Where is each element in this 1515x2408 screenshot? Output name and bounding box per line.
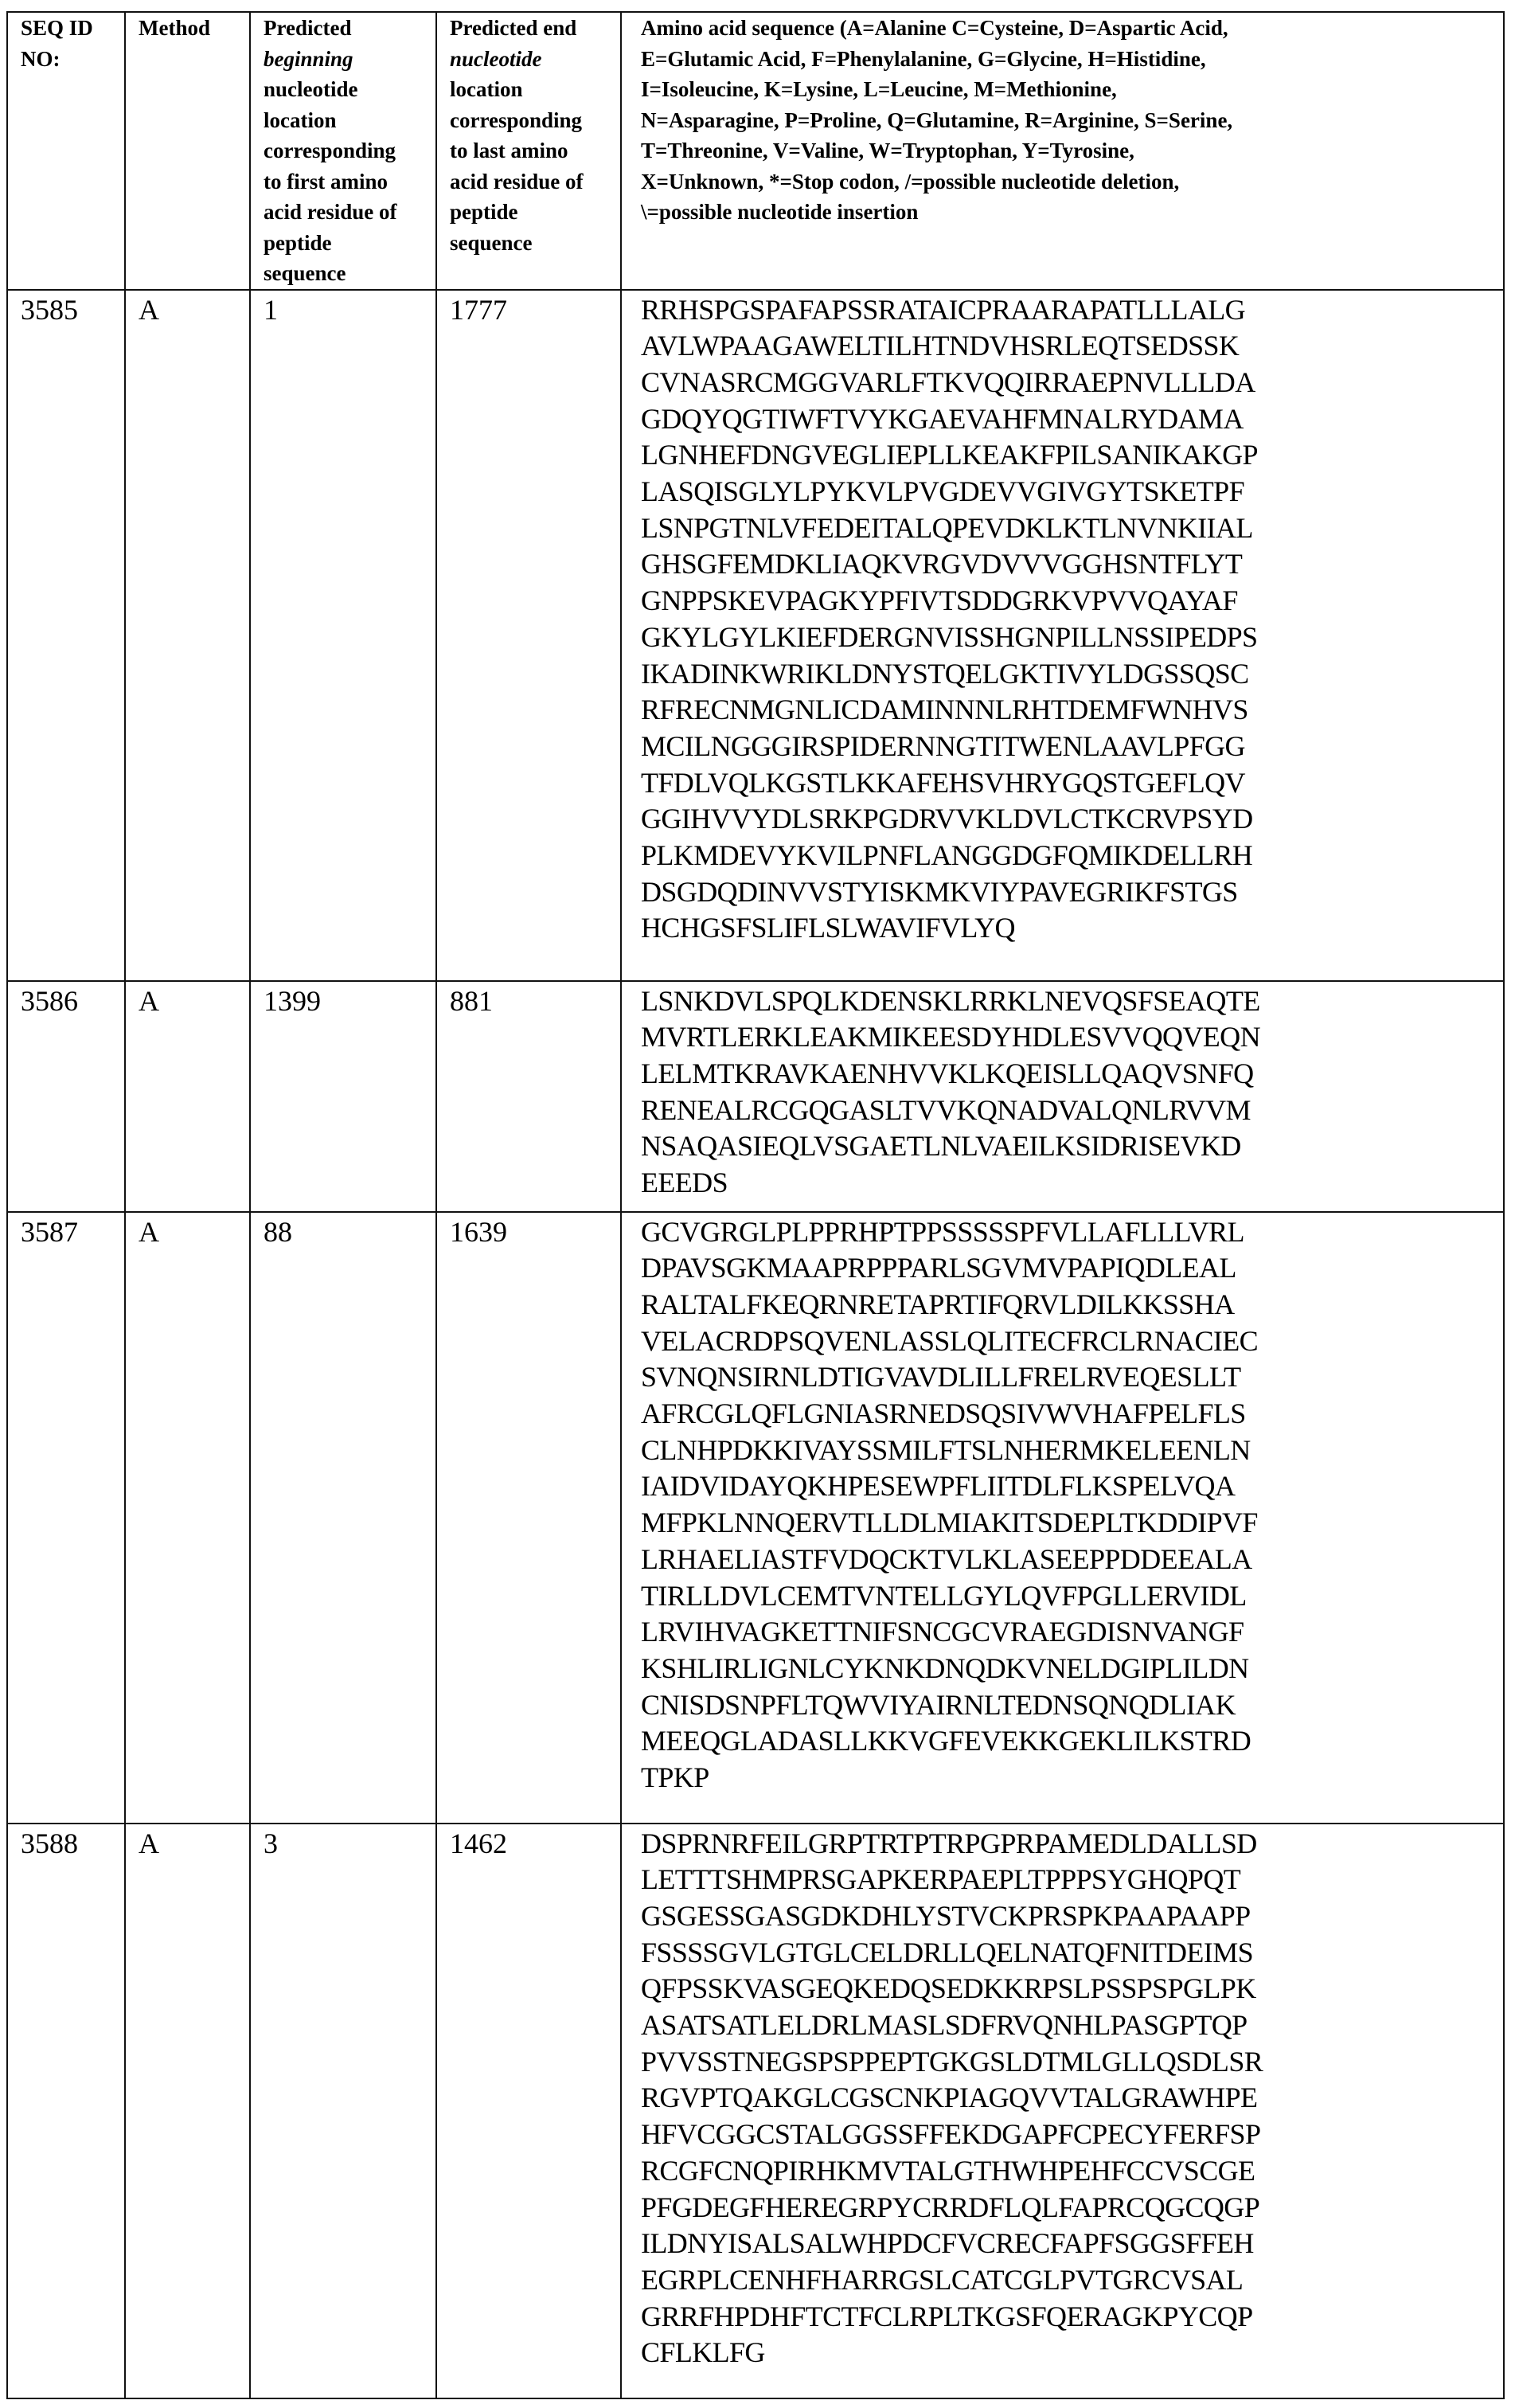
cell-seq-id: 3585	[7, 290, 125, 981]
sequence-line: LRVIHVAGKETTNIFSNCGCVRAEGDISNVANGF	[641, 1616, 1244, 1648]
table-row	[7, 1824, 1504, 2398]
sequence-line: HCHGSFSLIFLSLWAVIFVLYQ	[641, 912, 1015, 944]
sequence-line: RFRECNMGNLICDAMINNNLRHTDEMFWNHVS	[641, 694, 1248, 726]
sequence-line: MCILNGGGIRSPIDERNNGTITWENLAAVLPFGG	[641, 729, 1245, 762]
sequence-line: NSAQASIEQLVSGAETLNLVAEILKSIDRISEVKD	[641, 1130, 1241, 1163]
cell-begin: 3	[250, 1824, 436, 2398]
sequence-line: LRHAELIASTFVDQCKTVLKLASEEPPDDEEALA	[641, 1542, 1252, 1575]
cell-sequence	[621, 290, 1504, 981]
sequence-line: KSHLIRLIGNLCYKNKDNQDKVNELDGIPLILDN	[641, 1652, 1249, 1684]
cell-seq-id: 3586	[7, 981, 125, 1212]
header-sequence: Amino acid sequence (A=Alanine C=Cysteine, D=Aspartic Acid, E=Glutamic Acid, F=Phenylalanine, G=Glycine, H=Histidine, I=Isoleucine, K=Lysine, L=Leucine, M=Methionine, N=Asparagine, P=Proline, Q=Glutamine, R=Arginine, S=Serine, T=Threonine, V=Valine, W=Tryptophan, Y=Tyrosine, X=Unknown, *=Stop codon, /=possible nucleotide deletion, \=possible nucleotide insertion	[621, 12, 1504, 290]
sequence-line: GRRFHPDHFTCTFCLRPLTKGSFQERAGKPYCQP	[641, 2300, 1253, 2332]
sequence-line: DSGDQDINVVSTYISKMKVIYPAVEGRIKFSTGS	[641, 875, 1238, 908]
cell-method: A	[125, 1824, 250, 2398]
sequence-line: GHSGFEMDKLIAQKVRGVDVVVGGHSNTFLYT	[641, 548, 1243, 580]
cell-seq-id: 3588	[7, 1824, 125, 2398]
sequence-line: LETTTSHMPRSGAPKERPAEPLTPPPSYGHQPQT	[641, 1863, 1241, 1896]
sequence-line: RGVPTQAKGLCGSCNKPIAGQVVTALGRAWHPE	[641, 2082, 1258, 2114]
sequence-line: TFDLVQLKGSTLKKAFEHSVHRYGQSTGEFLQV	[641, 766, 1245, 799]
sequence-line: ASATSATLELDRLMASLSDFRVQNHLPASGPTQP	[641, 2009, 1248, 2042]
sequence-line: GNPPSKEVPAGKYPFIVTSDDGRKVPVVQAYAF	[641, 584, 1238, 617]
cell-end: 1639	[436, 1212, 621, 1824]
cell-method: A	[125, 981, 250, 1212]
sequence-line: TIRLLDVLCEMTVNTELLGYLQVFPGLLERVIDL	[641, 1579, 1247, 1612]
cell-sequence	[621, 981, 1504, 1212]
sequence-line: GSGESSGASGDKDHLYSTVCKPRSPKPAAPAAPP	[641, 1899, 1251, 1932]
sequence-line: LELMTKRAVKAENHVVKLKQEISLLQAQVSNFQ	[641, 1057, 1254, 1089]
table-row	[7, 1212, 1504, 1824]
sequence-line: QFPSSKVASGEQKEDQSEDKKRPSLPSSPSPGLPK	[641, 1972, 1256, 2005]
sequence-line: ILDNYISALSALWHPDCFVCRECFAPFSGGSFFEH	[641, 2227, 1254, 2260]
cell-begin: 1399	[250, 981, 436, 1212]
sequence-line: SVNQNSIRNLDTIGVAVDLILLFRELRVEQESLLT	[641, 1361, 1241, 1394]
table-row	[7, 981, 1504, 1212]
sequence-line: CFLKLFG	[641, 2336, 765, 2369]
sequence-line: AFRCGLQFLGNIASRNEDSQSIVWVHAFPELFLS	[641, 1398, 1246, 1430]
sequence-line: DSPRNRFEILGRPTRTPTRPGPRPAMEDLDALLSD	[641, 1827, 1257, 1859]
cell-end: 1777	[436, 290, 621, 981]
sequence-line: PFGDEGFHEREGRPYCRRDFLQLFAPRCQGCQGP	[641, 2191, 1260, 2223]
cell-begin: 1	[250, 290, 436, 981]
sequence-line: GGIHVVYDLSRKPGDRVVKLDVLCTKCRVPSYD	[641, 803, 1253, 835]
sequence-line: MFPKLNNQERVTLLDLMIAKITSDEPLTKDDIPVF	[641, 1507, 1258, 1539]
sequence-line: PVVSSTNEGSPSPPEPTGKGSLDTMLGLLQSDLSR	[641, 2045, 1263, 2078]
sequence-line: EGRPLCENHFHARRGSLCATCGLPVTGRCVSAL	[641, 2263, 1244, 2296]
sequence-line: LGNHEFDNGVEGLIEPLLKEAKFPILSANIKAKGP	[641, 439, 1258, 471]
sequence-line: CNISDSNPFLTQWVIYAIRNLTEDNSQNQDLIAK	[641, 1688, 1236, 1721]
header-end: Predicted end nucleotide location corresponding to last amino acid residue of peptide sequence	[436, 12, 621, 290]
table-header-row	[7, 12, 1504, 290]
sequence-line: RRHSPGSPAFAPSSRATAICPRAARAPATLLLALG	[641, 293, 1246, 326]
cell-sequence	[621, 1824, 1504, 2398]
sequence-line: MEEQGLADASLLKKVGFEVEKKGEKLILKSTRD	[641, 1725, 1251, 1757]
sequence-line: CLNHPDKKIVAYSSMILFTSLNHERMKELEENLN	[641, 1433, 1251, 1466]
table-row	[7, 290, 1504, 981]
sequence-line: LASQISGLYLPYKVLPVGDEVVGIVGYTSKETPF	[641, 475, 1245, 508]
header-seq-id: SEQ ID NO:	[7, 12, 125, 290]
sequence-line: GDQYQGTIWFTVYKGAEVAHFMNALRYDAMA	[641, 402, 1244, 435]
sequence-line: RALTALFKEQRNRETAPRTIFQRVLDILKKSSHA	[641, 1288, 1235, 1320]
sequence-line: TPKP	[641, 1761, 709, 1794]
sequence-line: HFVCGGCSTALGGSSFFEKDGAPFCPECYFERFSP	[641, 2118, 1261, 2151]
cell-begin: 88	[250, 1212, 436, 1824]
header-begin: Predicted beginning nucleotide location corresponding to first amino acid residue of peptide sequence	[250, 12, 436, 290]
sequence-line: DPAVSGKMAAPRPPPARLSGVMVPAPIQDLEAL	[641, 1252, 1236, 1284]
sequence-line: GKYLGYLKIEFDERGNVISSHGNPILLNSSIPEDPS	[641, 620, 1258, 653]
cell-end: 881	[436, 981, 621, 1212]
sequence-line: PLKMDEVYKVILPNFLANGGDGFQMIKDELLRH	[641, 839, 1253, 872]
sequence-line: IKADINKWRIKLDNYSTQELGKTIVYLDGSSQSC	[641, 657, 1249, 690]
sequence-line: AVLWPAAGAWELTILHTNDVHSRLEQTSEDSSK	[641, 330, 1240, 362]
sequence-line: RENEALRCGQGASLTVVKQNADVALQNLRVVM	[641, 1093, 1251, 1126]
sequence-line: EEEDS	[641, 1167, 728, 1199]
cell-method: A	[125, 290, 250, 981]
sequence-line: LSNKDVLSPQLKDENSKLRRKLNEVQSFSEAQTE	[641, 984, 1260, 1017]
sequence-line: MVRTLERKLEAKMIKEESDYHDLESVVQQVEQN	[641, 1021, 1260, 1054]
sequence-line: GCVGRGLPLPPRHPTPPSSSSSPFVLLAFLLLVRL	[641, 1215, 1244, 1248]
cell-method: A	[125, 1212, 250, 1824]
sequence-line: RCGFCNQPIRHKMVTALGTHWHPEHFCCVSCGE	[641, 2154, 1255, 2187]
sequence-line: LSNPGTNLVFEDEITALQPEVDKLKTLNVNKIIAL	[641, 511, 1253, 544]
sequence-line: CVNASRCMGGVARLFTKVQQIRRAEPNVLLLDA	[641, 366, 1255, 398]
sequence-line: IAIDVIDAYQKHPESEWPFLIITDLFLKSPELVQA	[641, 1470, 1236, 1503]
sequence-table	[6, 11, 1505, 2399]
cell-sequence	[621, 1212, 1504, 1824]
header-method: Method	[125, 12, 250, 290]
cell-seq-id: 3587	[7, 1212, 125, 1824]
sequence-line: VELACRDPSQVENLASSLQLITECFRCLRNACIEC	[641, 1324, 1259, 1357]
sequence-line: FSSSSGVLGTGLCELDRLLQELNATQFNITDEIMS	[641, 1936, 1254, 1968]
cell-end: 1462	[436, 1824, 621, 2398]
